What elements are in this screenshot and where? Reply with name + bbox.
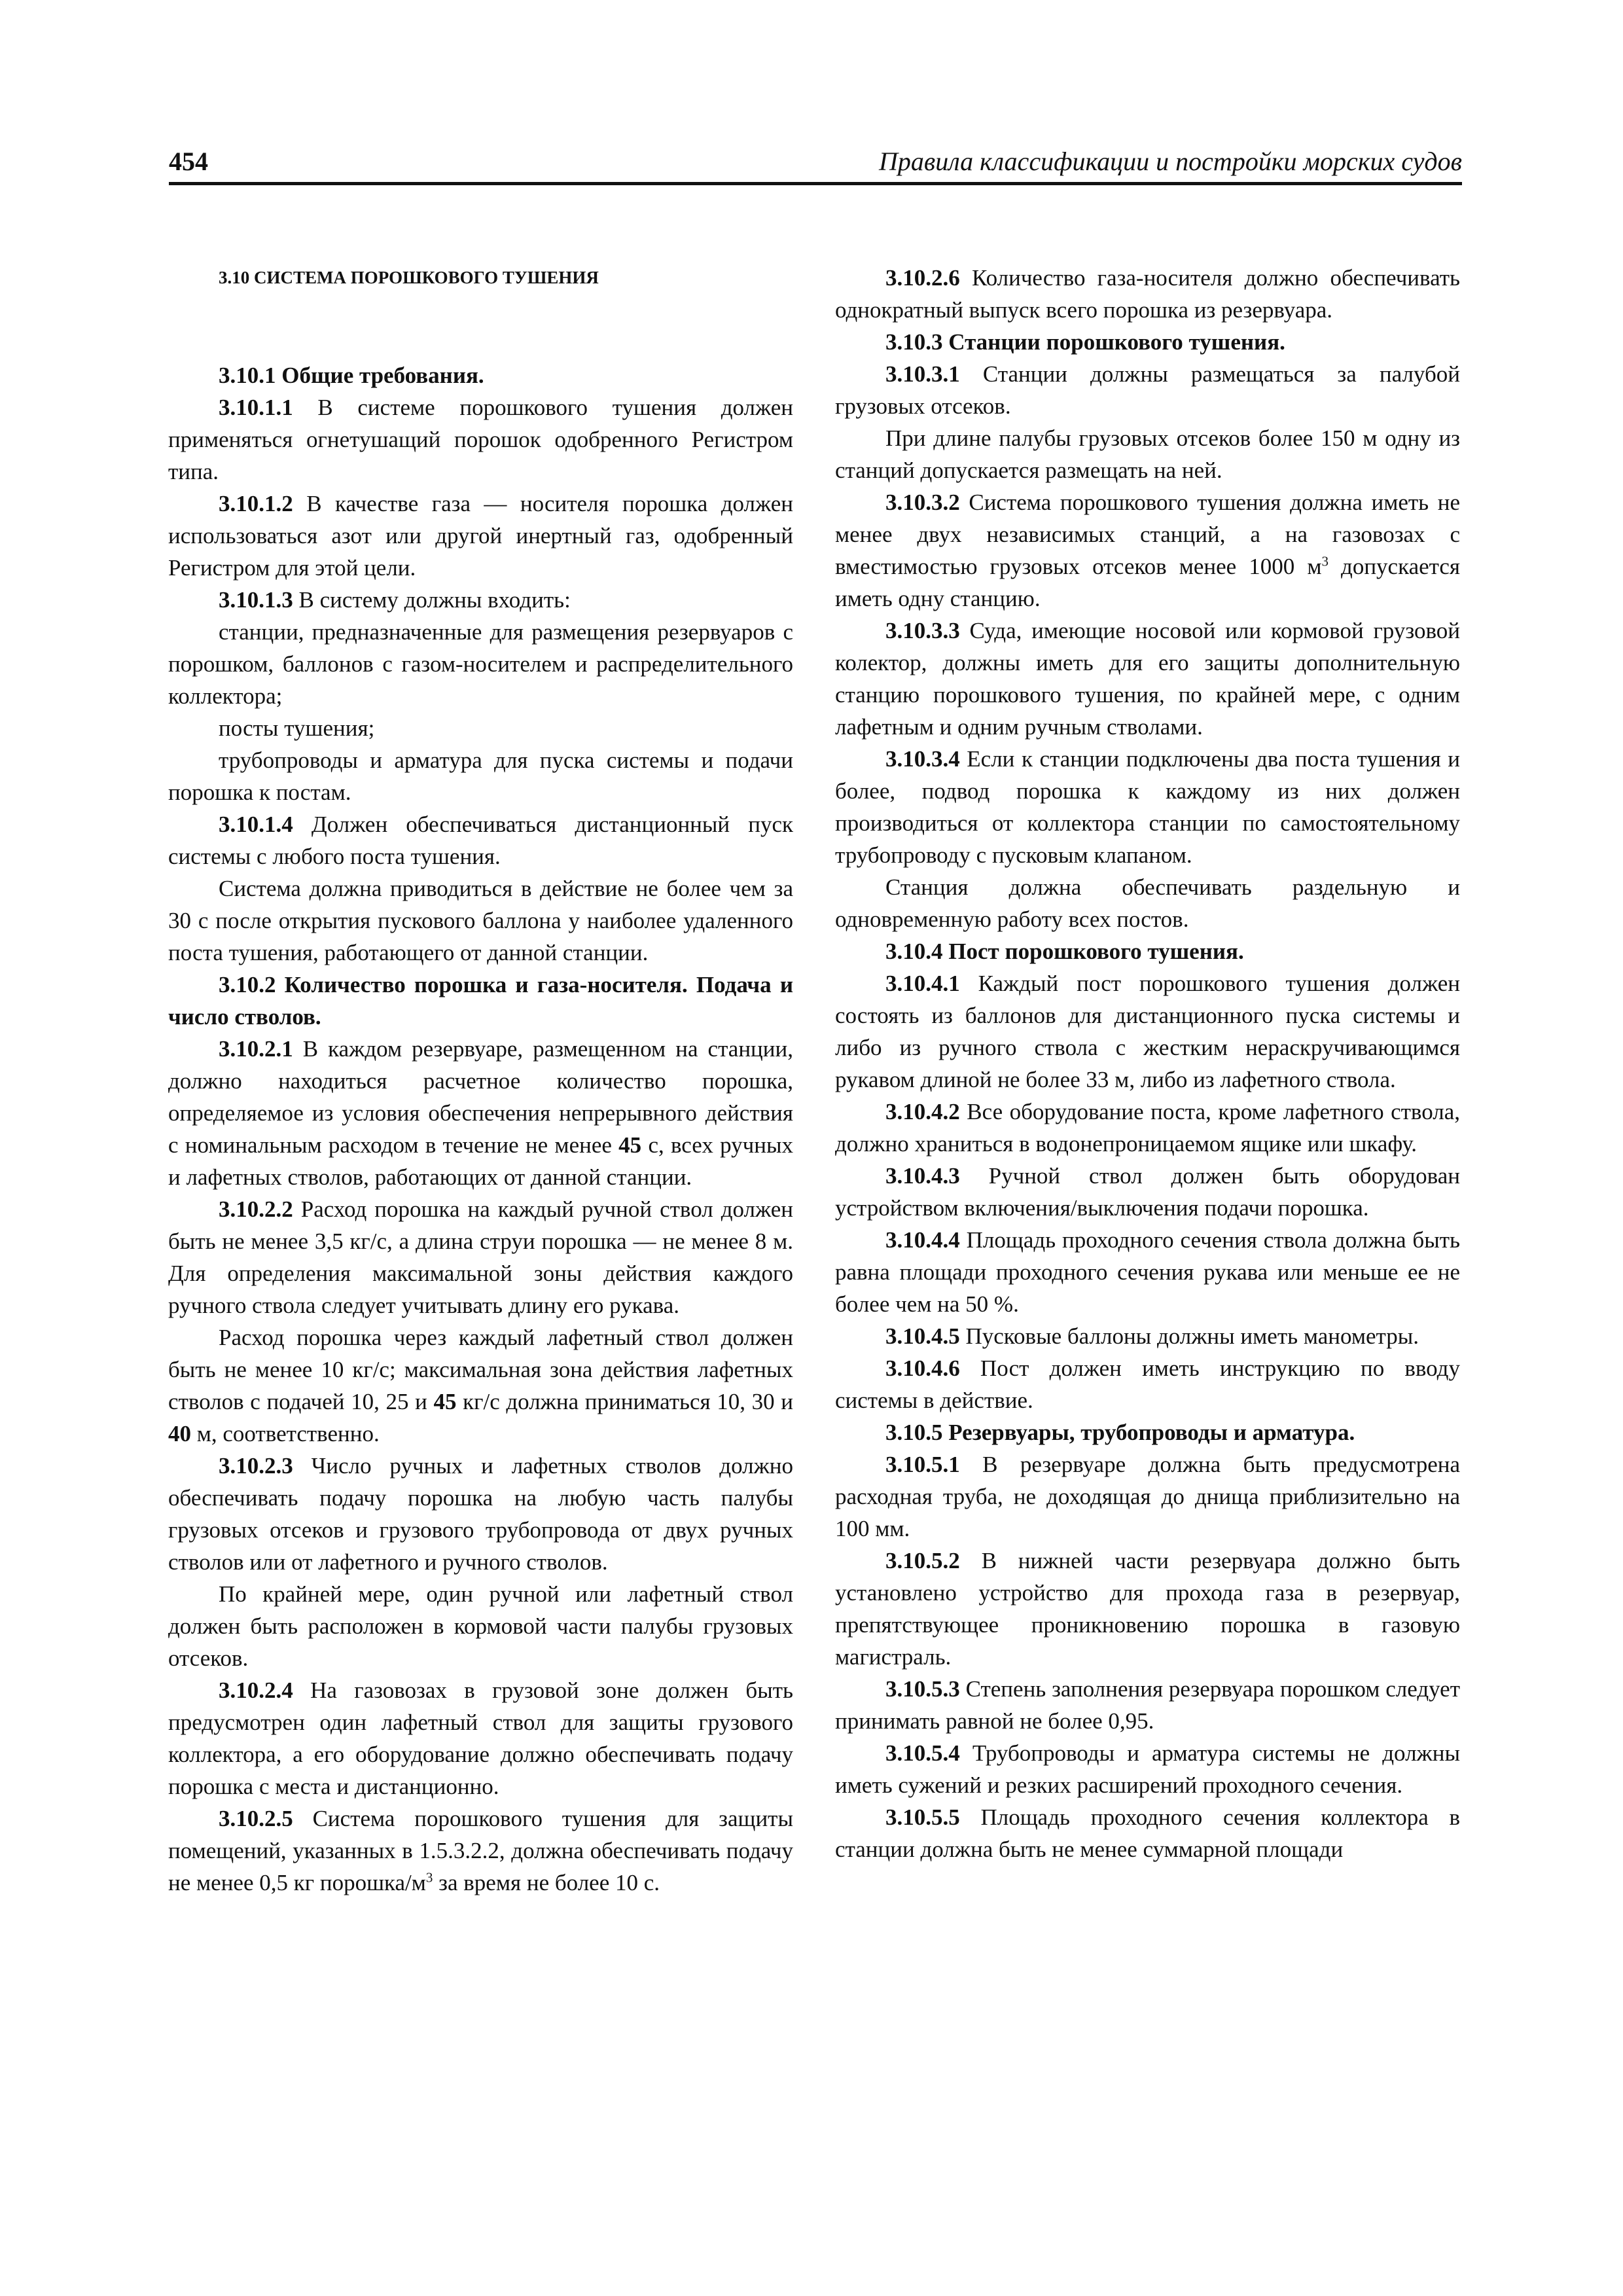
clause-number: 3.10.1.1 xyxy=(219,395,293,420)
paragraph-3-10-4-3 xyxy=(835,1160,1460,1224)
clause-number: 3.10.4.1 xyxy=(885,971,960,996)
bold-value: 45 xyxy=(618,1132,642,1158)
running-title: Правила классификации и постройки морских судов xyxy=(878,147,1462,176)
superscript: 3 xyxy=(425,1869,433,1886)
clause-number: 3.10.2.4 xyxy=(219,1677,293,1703)
paragraph-3-10-3-1 xyxy=(835,358,1460,422)
subsection-heading-3-10-5: 3.10.5 Резервуары, трубопроводы и арматура. xyxy=(885,1420,1355,1445)
clause-text: В систему должны входить: xyxy=(293,587,571,613)
subsection-heading-3-10-1: 3.10.1 Общие требования. xyxy=(219,363,484,388)
clause-number: 3.10.2.3 xyxy=(219,1453,293,1479)
bold-value: 40 xyxy=(168,1421,191,1446)
clause-text: На газовозах в грузовой зоне должен быть предусмотрен один лафетный ствол для защиты грузового коллектора, а его оборудование должно обеспечивать подачу порошка с места и дистанционно. xyxy=(168,1677,793,1799)
clause-text: за время не более 10 с. xyxy=(433,1870,660,1895)
clause-text: Все оборудование поста, кроме лафетного ствола, должно храниться в водонепроницаемом ящике или шкафу. xyxy=(835,1099,1460,1157)
paragraph-3-10-5-3 xyxy=(835,1673,1460,1737)
clause-text: Площадь проходного сечения коллектора в станции должна быть не менее суммарной площади xyxy=(835,1804,1460,1862)
clause-text: В каждом резервуаре, размещенном на станции, должно находиться расчетное количество порошка, определяемое из условия обеспечения непрерывного действия с номинальным расходом в течение не менее xyxy=(168,1036,793,1158)
paragraph-3-10-3-4 xyxy=(835,743,1460,871)
clause-number: 3.10.5.5 xyxy=(885,1804,960,1830)
clause-text: Суда, имеющие носовой или кормовой грузовой колектор, должны иметь для его защиты дополнительную станцию порошкового тушения, по крайней мере, с одним лафетным и одним ручным стволами. xyxy=(835,618,1460,740)
running-header xyxy=(169,145,1462,183)
clause-number: 3.10.1.3 xyxy=(219,587,293,613)
clause-text: Площадь проходного сечения ствола должна быть равна площади проходного сечения рукава или меньше ее не более чем на 50 %. xyxy=(835,1227,1460,1317)
clause-text: Пусковые баллоны должны иметь манометры. xyxy=(959,1323,1419,1349)
paragraph-continuation: По крайней мере, один ручной или лафетный ствол должен быть расположен в кормовой части палубы грузовых отсеков. xyxy=(168,1581,793,1671)
paragraph-continuation: При длине палубы грузовых отсеков более 150 м одну из станций допускается размещать на ней. xyxy=(835,425,1460,483)
left-column xyxy=(168,262,793,1899)
superscript: 3 xyxy=(1321,553,1329,569)
list-item: станции, предназначенные для размещения резервуаров с порошком, баллонов с газом-носителем и распределительного коллектора; xyxy=(168,619,793,709)
clause-number: 3.10.5.3 xyxy=(885,1676,960,1702)
clause-text: Если к станции подключены два поста тушения и более, подвод порошка к каждому из них должен производиться от коллектора станции по самостоятельному трубопроводу с пусковым клапаном. xyxy=(835,746,1460,868)
clause-number: 3.10.4.3 xyxy=(885,1163,960,1189)
paragraph-3-10-4-2 xyxy=(835,1096,1460,1160)
paragraph-continuation xyxy=(168,1321,793,1450)
clause-text: Количество газа-носителя должно обеспечивать однократный выпуск всего порошка из резервуара. xyxy=(835,265,1460,323)
clause-text: Расход порошка на каждый ручной ствол должен быть не менее 3,5 кг/с, а длина струи порошка — не менее 8 м. Для определения максимальной зоны действия каждого ручного ствола следует учитывать длину его рукава. xyxy=(168,1196,793,1318)
clause-number: 3.10.2.6 xyxy=(885,265,960,291)
subsection-heading-3-10-2: 3.10.2 Количество порошка и газа-носителя. Подача и число стволов. xyxy=(168,972,793,1030)
clause-number: 3.10.2.1 xyxy=(219,1036,293,1062)
clause-text: Каждый пост порошкового тушения должен состоять из баллонов для дистанционного пуска системы и либо из ручного ствола с жестким нераскручивающимся рукавом длиной не более 33 м, либо из лафетного ствола. xyxy=(835,971,1460,1092)
section-title: 3.10 СИСТЕМА ПОРОШКОВОГО ТУШЕНИЯ xyxy=(219,268,599,287)
clause-text: В системе порошкового тушения должен применяться огнетушащий порошок одобренного Регистром типа. xyxy=(168,395,793,484)
clause-text: Станции должны размещаться за палубой грузовых отсеков. xyxy=(835,361,1460,419)
clause-text: Должен обеспечиваться дистанционный пуск системы с любого поста тушения. xyxy=(168,812,793,869)
clause-number: 3.10.5.2 xyxy=(885,1548,960,1573)
clause-text: Степень заполнения резервуара порошком следует принимать равной не более 0,95. xyxy=(835,1676,1460,1734)
clause-number: 3.10.1.4 xyxy=(219,812,293,837)
clause-number: 3.10.5.4 xyxy=(885,1740,960,1766)
header-rule xyxy=(169,182,1462,185)
clause-text: м, соответственно. xyxy=(191,1421,380,1446)
clause-number: 3.10.3.1 xyxy=(885,361,960,387)
paragraph-3-10-5-2 xyxy=(835,1545,1460,1673)
paragraph-3-10-2-3 xyxy=(168,1450,793,1578)
clause-text: Ручной ствол должен быть оборудован устройством включения/выключения подачи порошка. xyxy=(835,1163,1460,1221)
paragraph-3-10-4-1 xyxy=(835,967,1460,1096)
bold-value: 45 xyxy=(433,1389,457,1414)
right-column xyxy=(835,262,1460,1865)
clause-number: 3.10.2.2 xyxy=(219,1196,293,1222)
clause-number: 3.10.4.5 xyxy=(885,1323,960,1349)
page-number: 454 xyxy=(169,147,208,176)
clause-number: 3.10.2.5 xyxy=(219,1806,293,1831)
paragraph-3-10-3-3 xyxy=(835,615,1460,743)
clause-text: допускается иметь одну станцию. xyxy=(835,554,1460,611)
clause-text: Трубопроводы и арматура системы не должны иметь сужений и резких расширений проходного сечения. xyxy=(835,1740,1460,1798)
clause-text: В качестве газа — носителя порошка должен использоваться азот или другой инертный газ, одобренный Регистром для этой цели. xyxy=(168,491,793,581)
clause-text: Расход порошка через каждый лафетный ствол должен быть не менее 10 кг/с; максимальная зона действия лафетных стволов с подачей 10, 25 и xyxy=(168,1325,793,1414)
clause-text: В резервуаре должна быть предусмотрена расходная труба, не доходящая до днища приблизительно на 100 мм. xyxy=(835,1452,1460,1541)
paragraph-3-10-4-6 xyxy=(835,1352,1460,1416)
paragraph-3-10-2-5 xyxy=(168,1803,793,1899)
paragraph-3-10-5-4 xyxy=(835,1737,1460,1801)
paragraph-3-10-4-5 xyxy=(835,1320,1460,1352)
list-item: посты тушения; xyxy=(219,715,375,741)
clause-text: Система порошкового тушения для защиты помещений, указанных в 1.5.3.2.2, должна обеспечивать подачу не менее 0,5 кг порошка/м xyxy=(168,1806,793,1895)
paragraph-3-10-1-2 xyxy=(168,488,793,584)
paragraph-3-10-1-4 xyxy=(168,808,793,872)
clause-number: 3.10.4.2 xyxy=(885,1099,960,1124)
clause-text: кг/с должна приниматься 10, 30 и xyxy=(456,1389,793,1414)
subsection-heading-3-10-3: 3.10.3 Станции порошкового тушения. xyxy=(885,329,1285,355)
clause-number: 3.10.4.6 xyxy=(885,1355,960,1381)
clause-text: В нижней части резервуара должно быть установлено устройство для прохода газа в резервуар, препятствующее проникновению порошка в газовую магистраль. xyxy=(835,1548,1460,1670)
clause-text: Число ручных и лафетных стволов должно обеспечивать подачу порошка на любую часть палубы грузовых отсеков и грузового трубопровода от двух ручных стволов или от лафетного и ручного стволов. xyxy=(168,1453,793,1575)
clause-number: 3.10.3.3 xyxy=(885,618,960,643)
paragraph-3-10-2-6 xyxy=(835,262,1460,326)
clause-number: 3.10.1.2 xyxy=(219,491,293,516)
clause-text: с, всех ручных и лафетных стволов, работающих от данной станции. xyxy=(168,1132,794,1190)
paragraph-3-10-5-5 xyxy=(835,1801,1460,1865)
clause-number: 3.10.4.4 xyxy=(885,1227,960,1253)
paragraph-continuation: Система должна приводиться в действие не более чем за 30 с после открытия пускового баллона у наиболее удаленного поста тушения, работающего от данной станции. xyxy=(168,876,793,965)
paragraph-3-10-2-1 xyxy=(168,1033,793,1193)
paragraph-3-10-5-1 xyxy=(835,1448,1460,1545)
paragraph-3-10-2-4 xyxy=(168,1674,793,1803)
paragraph-3-10-1-1 xyxy=(168,391,793,488)
clause-number: 3.10.5.1 xyxy=(885,1452,960,1477)
paragraph-3-10-3-2 xyxy=(835,486,1460,615)
clause-number: 3.10.3.2 xyxy=(885,490,960,515)
paragraph-continuation: Станция должна обеспечивать раздельную и одновременную работу всех постов. xyxy=(835,874,1460,932)
subsection-heading-3-10-4: 3.10.4 Пост порошкового тушения. xyxy=(885,939,1244,964)
list-item: трубопроводы и арматура для пуска системы и подачи порошка к постам. xyxy=(168,747,793,805)
paragraph-3-10-4-4 xyxy=(835,1224,1460,1320)
clause-number: 3.10.3.4 xyxy=(885,746,960,772)
paragraph-3-10-1-3 xyxy=(168,584,793,616)
clause-text: Система порошкового тушения должна иметь не менее двух независимых станций, а на газовозах с вместимостью грузовых отсеков менее 1000 м xyxy=(835,490,1460,579)
paragraph-3-10-2-2 xyxy=(168,1193,793,1321)
clause-text: Пост должен иметь инструкцию по вводу системы в действие. xyxy=(835,1355,1460,1413)
